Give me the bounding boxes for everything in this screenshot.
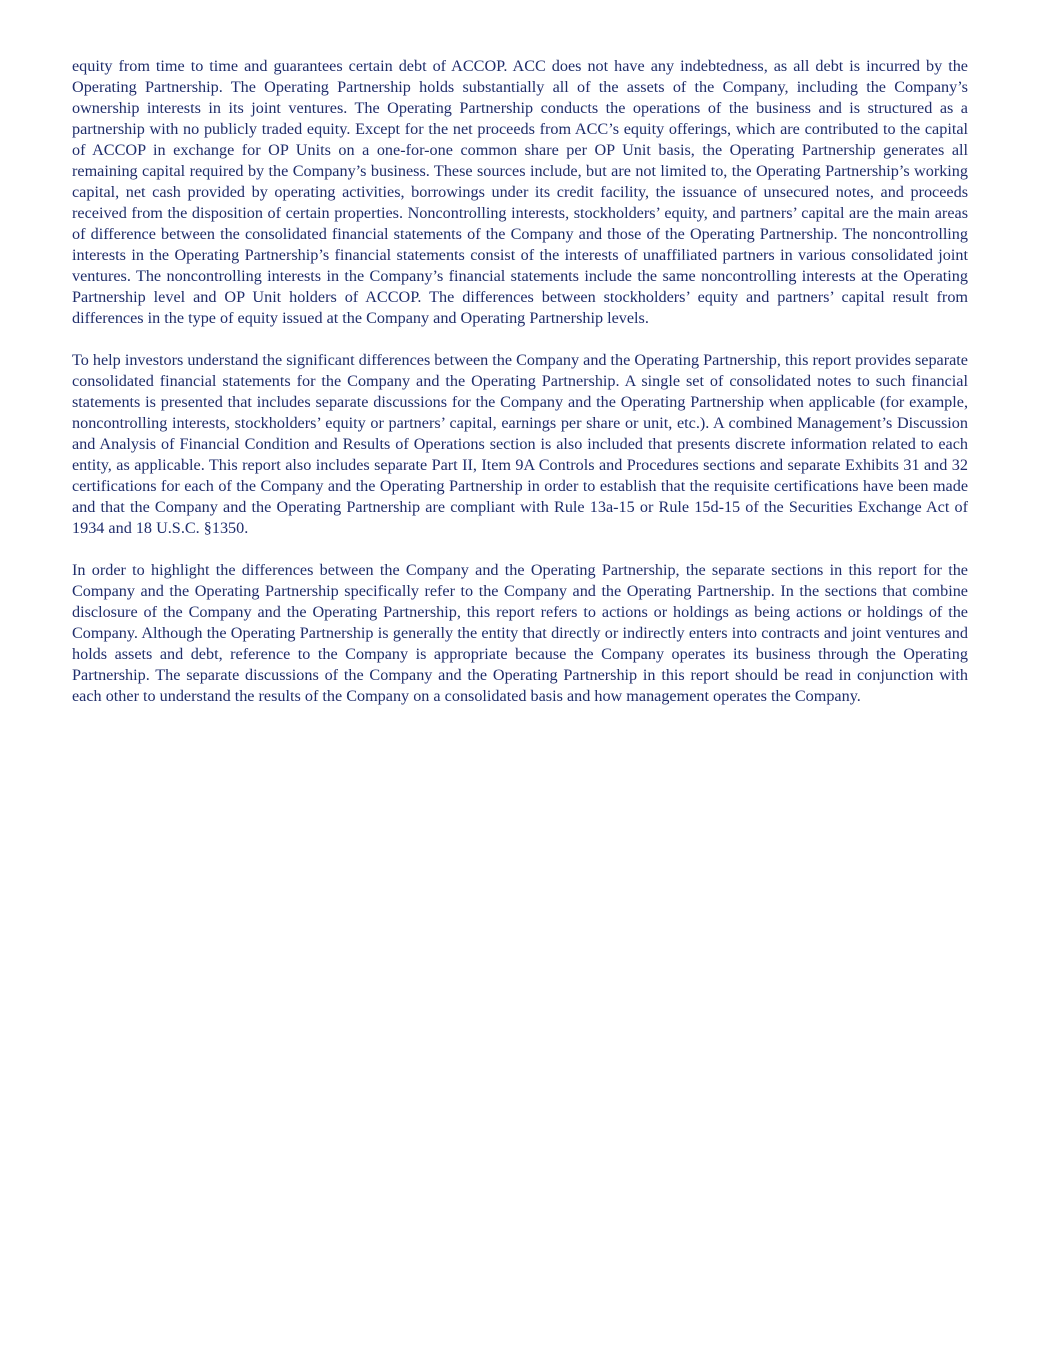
document-page xyxy=(72,56,968,728)
paragraph-ownership-structure: equity from time to time and guarantees certain debt of ACCOP. ACC does not have any indebtedness, as all debt is incurred by the Operating Partnership. The Operating Partnership holds substantially all of the assets of the Company, including the Company’s ownership interests in its joint ventures. The Operating Partnership conducts the operations of the business and is structured as a partnership with no publicly traded equity. Except for the net proceeds from ACC’s equity offerings, which are contributed to the capital of ACCOP in exchange for OP Units on a one-for-one common share per OP Unit basis, the Operating Partnership generates all remaining capital required by the Company’s business. These sources include, but are not limited to, the Operating Partnership’s working capital, net cash provided by operating activities, borrowings under its credit facility, the issuance of unsecured notes, and proceeds received from the disposition of certain properties. Noncontrolling interests, stockholders’ equity, and partners’ capital are the main areas of difference between the consolidated financial statements of the Company and those of the Operating Partnership. The noncontrolling interests in the Operating Partnership’s financial statements consist of the interests of unaffiliated partners in various consolidated joint ventures. The noncontrolling interests in the Company’s financial statements include the same noncontrolling interests at the Operating Partnership level and OP Unit holders of ACCOP. The differences between stockholders’ equity and partners’ capital result from differences in the type of equity issued at the Company and Operating Partnership levels. xyxy=(72,57,968,327)
paragraph-financial-statements: To help investors understand the significant differences between the Company and the Operating Partnership, this report provides separate consolidated financial statements for the Company and the Operating Partnership. A single set of consolidated notes to such financial statements is presented that includes separate discussions for the Company and the Operating Partnership when applicable (for example, noncontrolling interests, stockholders’ equity or partners’ capital, earnings per share or unit, etc.). A combined Management’s Discussion and Analysis of Financial Condition and Results of Operations section is also included that presents discrete information related to each entity, as applicable. This report also includes separate Part II, Item 9A Controls and Procedures sections and separate Exhibits 31 and 32 certifications for each of the Company and the Operating Partnership in order to establish that the requisite certifications have been made and that the Company and the Operating Partnership are compliant with Rule 13a-15 or Rule 15d-15 of the Securities Exchange Act of 1934 and 18 U.S.C. §1350. xyxy=(72,351,968,537)
paragraph-report-sections: In order to highlight the differences between the Company and the Operating Partnership, the separate sections in this report for the Company and the Operating Partnership specifically refer to the Company and the Operating Partnership. In the sections that combine disclosure of the Company and the Operating Partnership, this report refers to actions or holdings as being actions or holdings of the Company. Although the Operating Partnership is generally the entity that directly or indirectly enters into contracts and joint ventures and holds assets and debt, reference to the Company is appropriate because the Company operates its business through the Operating Partnership. The separate discussions of the Company and the Operating Partnership in this report should be read in conjunction with each other to understand the results of the Company on a consolidated basis and how management operates the Company. xyxy=(72,561,968,705)
